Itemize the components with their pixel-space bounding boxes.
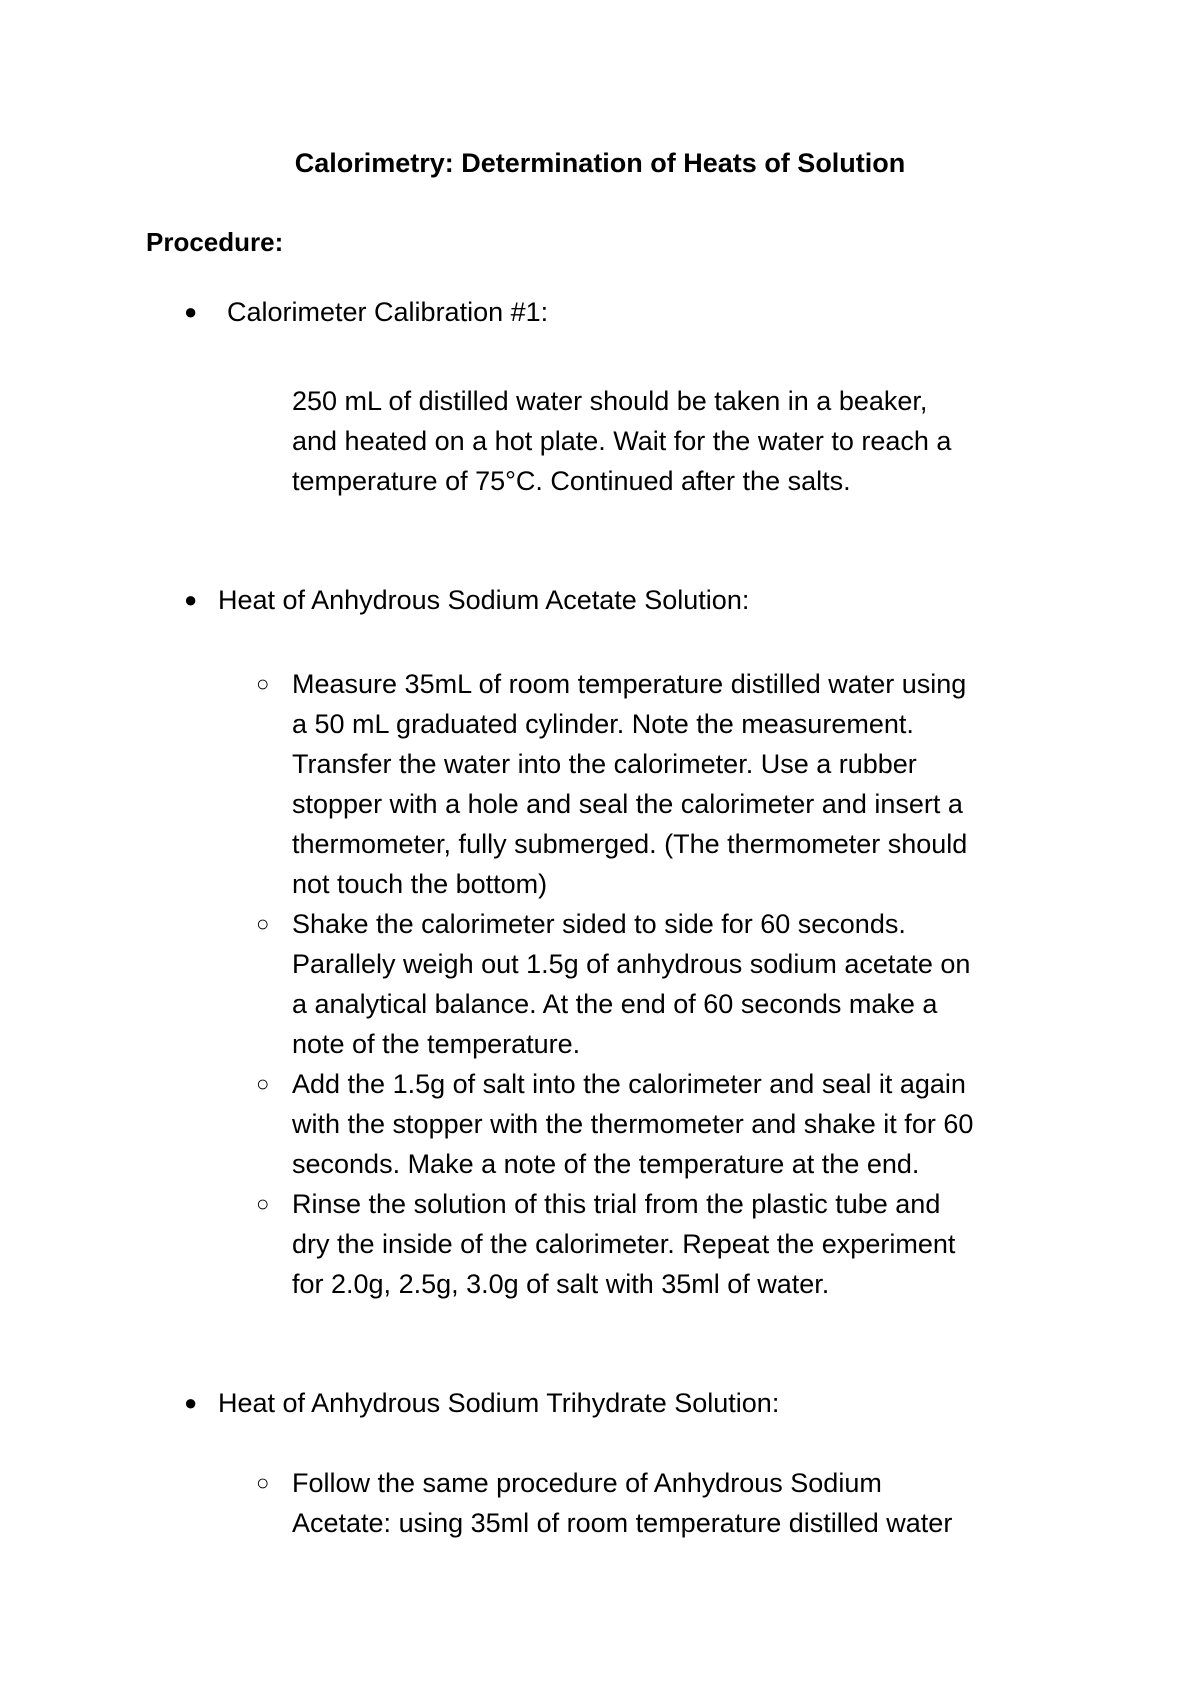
document-title: Calorimetry: Determination of Heats of Solution [294, 148, 906, 178]
section-heading-sodium-trihydrate: Heat of Anhydrous Sodium Trihydrate Solution: [218, 1388, 780, 1418]
item-line: Rinse the solution of this trial from the plastic tube and [292, 1189, 941, 1219]
item-line: Acetate: using 35ml of room temperature distilled water [292, 1508, 953, 1538]
item-line: Transfer the water into the calorimeter. Use a rubber [292, 749, 917, 779]
item-line: dry the inside of the calorimeter. Repeat the experiment [292, 1229, 956, 1259]
item-line: seconds. Make a note of the temperature at the end. [292, 1149, 920, 1179]
item-line: with the stopper with the thermometer and shake it for 60 [292, 1109, 974, 1139]
item-line: stopper with a hole and seal the calorimeter and insert a [292, 789, 963, 819]
item-line: thermometer, fully submerged. (The thermometer should [292, 829, 968, 859]
item-line: Measure 35mL of room temperature distilled water using [292, 669, 967, 699]
item-line: Add the 1.5g of salt into the calorimeter and seal it again [292, 1069, 966, 1099]
item-line: for 2.0g, 2.5g, 3.0g of salt with 35ml of water. [292, 1269, 830, 1299]
list-item [292, 664, 1092, 904]
bullet-icon: ● [184, 1390, 198, 1415]
paragraph-line: 250 mL of distilled water should be taken in a beaker, [292, 386, 928, 416]
bullet-icon: ● [184, 587, 198, 612]
calibration-paragraph [292, 381, 1092, 501]
section-heading-calibration: Calorimeter Calibration #1: [227, 297, 549, 327]
sub-bullet-icon: ○ [256, 911, 270, 936]
item-line: Parallely weigh out 1.5g of anhydrous sodium acetate on [292, 949, 971, 979]
sub-bullet-icon: ○ [256, 1071, 270, 1096]
paragraph-line: and heated on a hot plate. Wait for the water to reach a [292, 426, 952, 456]
item-line: a analytical balance. At the end of 60 seconds make a [292, 989, 938, 1019]
item-line: a 50 mL graduated cylinder. Note the measurement. [292, 709, 914, 739]
sub-bullet-icon: ○ [256, 1191, 270, 1216]
list-item [292, 1184, 1092, 1304]
section-heading-sodium-acetate: Heat of Anhydrous Sodium Acetate Solution: [218, 585, 750, 615]
procedure-label: Procedure: [146, 227, 284, 257]
sub-bullet-icon: ○ [256, 671, 270, 696]
bullet-icon: ● [184, 299, 198, 324]
list-item [292, 1064, 1092, 1184]
list-item [292, 1463, 1092, 1543]
item-line: Follow the same procedure of Anhydrous Sodium [292, 1468, 882, 1498]
item-line: note of the temperature. [292, 1029, 581, 1059]
item-line: not touch the bottom) [292, 869, 548, 899]
sub-bullet-icon: ○ [256, 1470, 270, 1495]
list-item [292, 904, 1092, 1064]
paragraph-line: temperature of 75°C. Continued after the salts. [292, 466, 851, 496]
item-line: Shake the calorimeter sided to side for 60 seconds. [292, 909, 906, 939]
